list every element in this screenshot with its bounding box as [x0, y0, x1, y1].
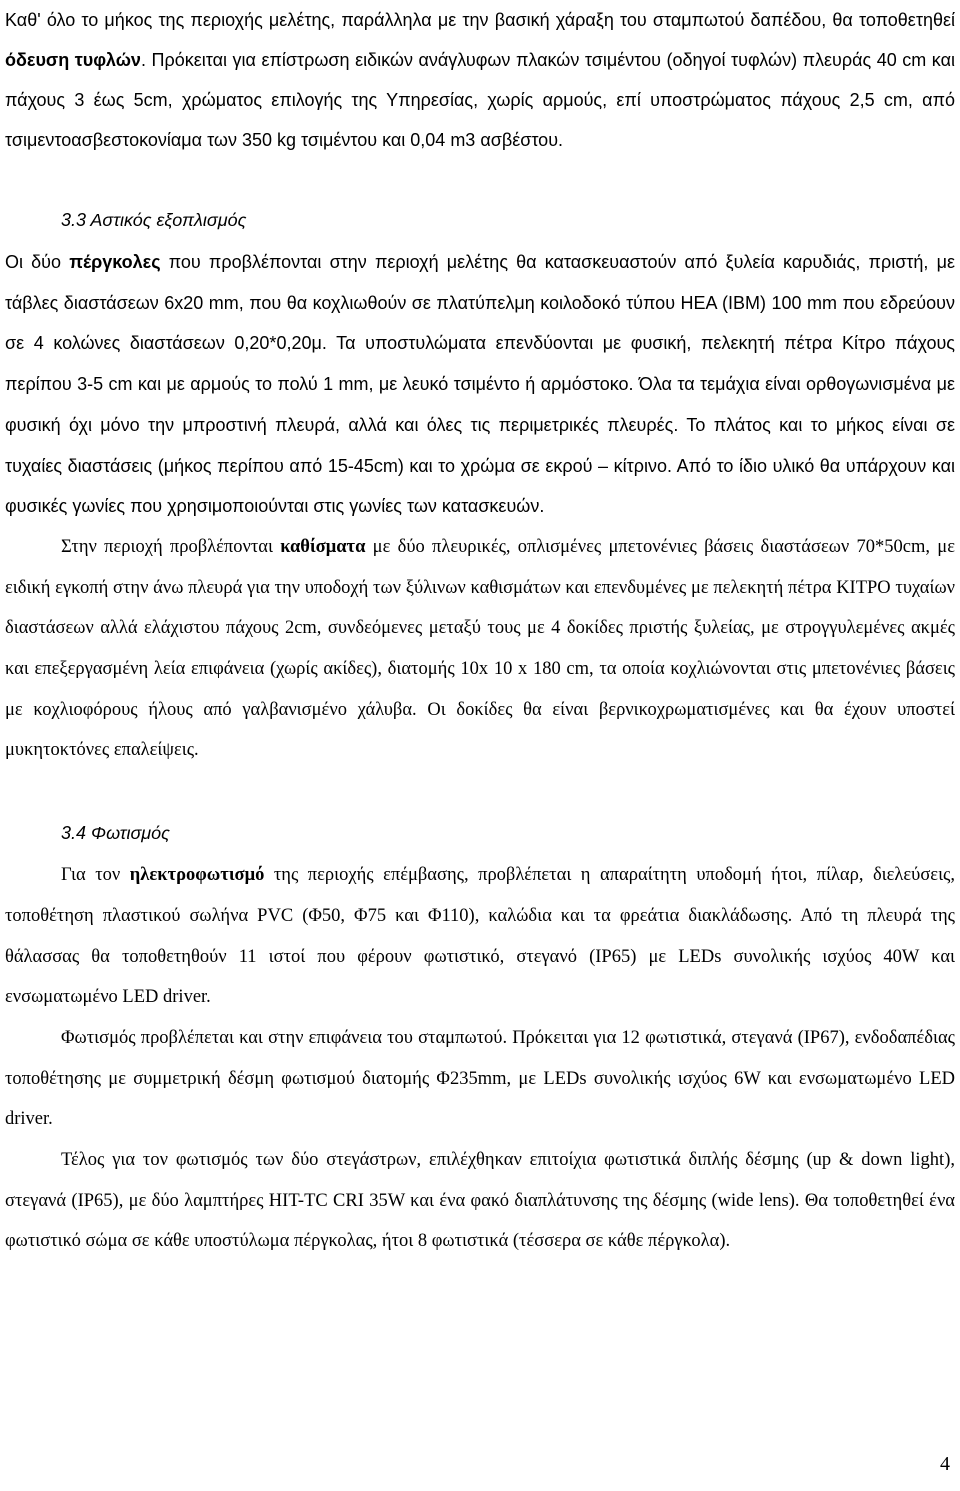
heading-urban-equipment: 3.3 Αστικός εξοπλισμός — [61, 210, 247, 230]
document-page — [5, 0, 955, 1262]
page-number: 4 — [940, 1453, 950, 1475]
paragraph-tactile-paving: Καθ' όλο το μήκος της περιοχής μελέτης, παράλληλα με την βασική χάραξη του σταμπωτού δαπέδου, θα τοποθετηθεί όδευση τυφλών. Πρόκειται για επίστρωση ειδικών ανάγλυφων πλακών τσιμέντου (οδηγοί τυφλών) πλευράς 40 cm και πάχους 3 έως 5cm, χρώματος επιλογής της Υπηρεσίας, χωρίς αρμούς, επί υποστρώματος πάχους 2,5 cm, από τσιμεντοασβεστοκονίαμα των 350 kg τσιμέντου και 0,04 m3 ασβέστου. — [5, 10, 955, 150]
paragraph-electric-lighting: Για τον ηλεκτροφωτισμό της περιοχής επέμβασης, προβλέπεται η απαραίτητη υποδομή ήτοι, πίλαρ, διελεύσεις, τοποθέτηση πλαστικού σωλήνα PVC (Φ50, Φ75 και Φ110), καλώδια και τα φρεάτια διακλάδωσης. Από τη πλευρά της θάλασσας θα τοποθετηθούν 11 ιστοί που φέρουν φωτιστικό, στεγανό (IP65) με LEDs συνολικής ισχύος 40W και ενσωματωμένο LED driver. — [5, 865, 955, 1008]
bold-term-electric-lighting: ηλεκτροφωτισμό — [129, 865, 265, 886]
paragraph-floor-lighting: Φωτισμός προβλέπεται και στην επιφάνεια του σταμπωτού. Πρόκειται για 12 φωτιστικά, στεγανά (IP67), ενδοδαπέδιας τοποθέτησης με συμμετρική δέσμη φωτισμού διατομής Φ235mm, με LEDs συνολικής ισχύος 6W και ενσωματωμένο LED driver. — [5, 1027, 955, 1130]
bold-term-benches: καθίσματα — [280, 536, 366, 557]
spacer — [5, 160, 955, 200]
heading-lighting: 3.4 Φωτισμός — [61, 823, 170, 844]
spacer — [5, 771, 955, 813]
paragraph-benches: Στην περιοχή προβλέπονται καθίσματα με δύο πλευρικές, οπλισμένες μπετονένιες βάσεις διαστάσεων 70*50cm, με ειδική εγκοπή στην άνω πλευρά για την υποδοχή των ξύλινων καθισμάτων και επενδυμένες με πελεκητή πέτρα ΚΙΤΡΟ τυχαίων διαστάσεων αλλά ελάχιστου πάχους 2cm, συνδεόμενες μεταξύ τους με 4 δοκίδες πριστής ξυλείας, με στρογγυλεμένες ακμές και επεξεργασμένη λεία επιφάνεια (χωρίς ακίδες), διατομής 10x 10 x 180 cm, τα οποία κοχλιώνονται στις μπετονένιες βάσεις με κοχλιοφόρους ήλους από γαλβανισμένο χάλυβα. Οι δοκίδες θα είναι βερνικοχρωματισμένες και θα έχουν υποστεί μυκητοκτόνες επαλείψεις. — [5, 536, 955, 761]
bold-term-tactile-path: όδευση τυφλών — [5, 50, 141, 70]
paragraph-canopy-lighting: Τέλος για τον φωτισμός των δύο στεγάστρων, επιλέχθηκαν επιτοίχια φωτιστικά διπλής δέσμης (up & down light), στεγανά (IP65), με δύο λαμπτήρες HIT-TC CRI 35W και ένα φακό διαπλάτυνσης της δέσμης (wide lens). Θα τοποθετηθεί ένα φωτιστικό σώμα σε κάθε υποστύλωμα πέργκολας, ήτοι 8 φωτιστικά (τέσσερα σε κάθε πέργκολα). — [5, 1150, 955, 1252]
paragraph-pergolas: Οι δύο πέργκολες που προβλέπονται στην περιοχή μελέτης θα κατασκευαστούν από ξυλεία καρυδιάς, πριστή, με τάβλες διαστάσεων 6x20 mm, που θα κοχλιωθούν σε πλατύπελμη κοιλοδοκό τύπου HEA (IBM) 100 mm που εδρεύουν σε 4 κολώνες διαστάσεων 0,20*0,20μ. Τα υποστυλώματα επενδύονται με φυσική, πελεκητή πέτρα Κίτρο πάχους περίπου 3-5 cm και με αρμούς το πολύ 1 mm, με λευκό τσιμέντο ή αρμόστοκο. Όλα τα τεμάχια είναι ορθογωνισμένα με φυσική όχι μόνο την μπροστινή πλευρά, αλλά και όλες τις περιμετρικές πλευρές. Το πλάτος και το μήκος είναι σε τυχαίες διαστάσεις (μήκος περίπου από 15-45cm) και το χρώμα σε εκρού – κίτρινο. Από το ίδιο υλικό θα υπάρχουν και φυσικές γωνίες που χρησιμοποιούνται στις γωνίες των κατασκευών. — [5, 252, 955, 517]
bold-term-pergolas: πέργκολες — [69, 252, 161, 272]
